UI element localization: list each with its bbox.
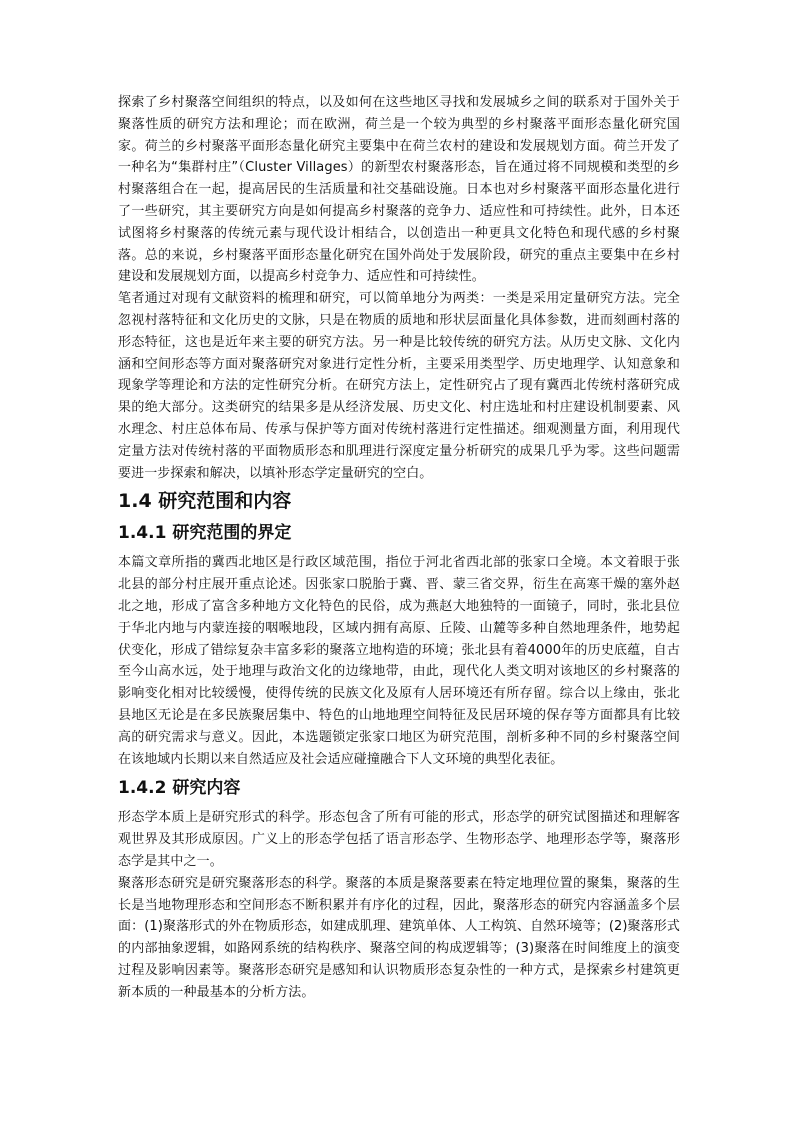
subsection-heading: 1.4.1 研究范围的界定 bbox=[118, 523, 292, 544]
paragraph: 聚落形态研究是研究聚落形态的科学。聚落的本质是聚落要素在特定地理位置的聚集，聚落的生长是当地物理形态和空间形态不断积累并有序化的过程，因此，聚落形态的研究内容涵盖多个层面：(1)聚落形式的外在物质形态，如建成肌理、建筑单体、人工构筑、自然环境等；(2)聚落形式的内部抽象逻辑，如路网系统的结构秩序、聚落空间的构成逻辑等；(3)聚落在时间维度上的演变过程及影响因素等。聚落形态研究是感知和认识物质形态复杂性的一种方式，是探索乡村建筑更新本质的一种最基本的分析方法。 bbox=[118, 875, 680, 1000]
subsection-heading: 1.4.2 研究内容 bbox=[118, 778, 241, 799]
paragraph: 形态学本质上是研究形式的科学。形态包含了所有可能的形式，形态学的研究试图描述和理解客观世界及其形成原因。广义上的形态学包括了语言形态学、生物形态学、地理形态学等，聚落形态学是其中之一。 bbox=[118, 810, 680, 869]
section-heading: 1.4 研究范围和内容 bbox=[118, 490, 292, 513]
paragraph: 探索了乡村聚落空间组织的特点，以及如何在这些地区寻找和发展城乡之间的联系对于国外关于聚落性质的研究方法和理论；而在欧洲，荷兰是一个较为典型的乡村聚落平面形态量化研究国家。荷兰的乡村聚落平面形态量化研究主要集中在荷兰农村的建设和发展规划方面。荷兰开发了一种名为“集群村庄”（Cluster Villages）的新型农村聚落形态，旨在通过将不同规模和类型的乡村聚落组合在一起，提高居民的生活质量和社交基础设施。日本也对乡村聚落平面形态量化进行了一些研究，其主要研究方向是如何提高乡村聚落的竞争力、适应性和可持续性。此外，日本还试图将乡村聚落的传统元素与现代设计相结合，以创造出一种更具文化特色和现代感的乡村聚落。总的来说，乡村聚落平面形态量化研究在国外尚处于发展阶段，研究的重点主要集中在乡村建设和发展规划方面，以提高乡村竞争力、适应性和可持续性。 bbox=[118, 95, 680, 285]
paragraph: 本篇文章所指的冀西北地区是行政区域范围，指位于河北省西北部的张家口全境。本文着眼于张北县的部分村庄展开重点论述。因张家口脱胎于冀、晋、蒙三省交界，衍生在高寒干燥的塞外赵北之地，形成了富含多种地方文化特色的民俗，成为燕赵大地独特的一面镜子，同时，张北县位于华北内地与内蒙连接的咽喉地段，区域内拥有高原、丘陵、山麓等多种自然地理条件，地势起伏变化，形成了错综复杂丰富多彩的聚落立地构造的环境；张北县有着4000年的历史底蕴，自古至今山高水远，处于地理与政治文化的边缘地带，由此，现代化人类文明对该地区的乡村聚落的影响变化相对比较缓慢，使得传统的民族文化及原有人居环境还有所存留。综合以上缘由，张北县地区无论是在多民族聚居集中、特色的山地地理空间特征及民居环境的保存等方面都具有比较高的研究需求与意义。因此，本选题锁定张家口地区为研究范围，剖析多种不同的乡村聚落空间在该地域内长期以来自然适应及社会适应碰撞融合下人文环境的典型化表征。 bbox=[118, 555, 680, 767]
document-page bbox=[118, 92, 680, 1003]
paragraph: 笔者通过对现有文献资料的梳理和研究，可以简单地分为两类：一类是采用定量研究方法。完全忽视村落特征和文化历史的文脉，只是在物质的质地和形状层面量化具体参数，进而刻画村落的形态特征，这也是近年来主要的研究方法。另一种是比较传统的研究方法。从历史文脉、文化内涵和空间形态等方面对聚落研究对象进行定性分析，主要采用类型学、历史地理学、认知意象和现象学等理论和方法的定性研究分析。在研究方法上，定性研究占了现有冀西北传统村落研究成果的绝大部分。这类研究的结果多是从经济发展、历史文化、村庄选址和村庄建设机制要素、风水理念、村庄总体布局、传承与保护等方面对传统村落进行定性描述。细观测量方面，利用现代定量方法对传统村落的平面物质形态和肌理进行深度定量分析研究的成果几乎为零。这些问题需要进一步探索和解决，以填补形态学定量研究的空白。 bbox=[118, 291, 680, 481]
